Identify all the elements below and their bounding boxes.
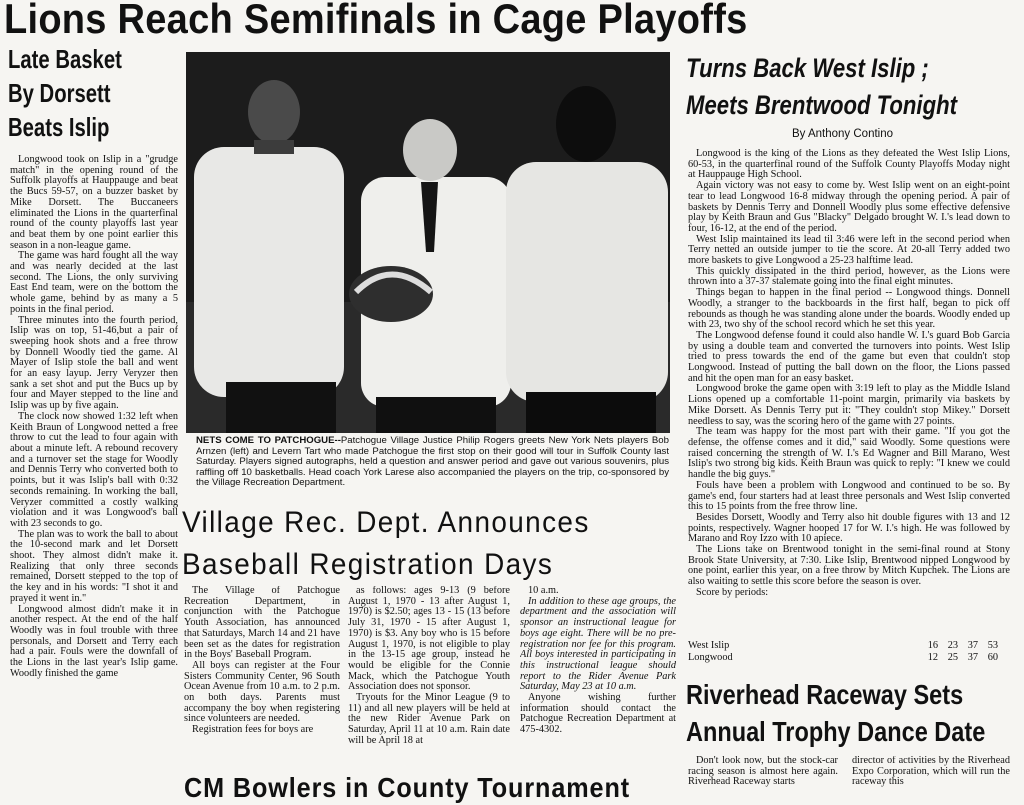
banner-headline: Lions Reach Semifinals in Cage Playoffs — [4, 0, 748, 42]
village-col-1 — [184, 586, 340, 786]
paragraph: Registration fees for boys are — [192, 724, 314, 736]
photo-caption — [196, 436, 669, 498]
paragraph: as follows: ages 9-13 (9 before August 1, 1970 - 13 after August 1, 1970) is $2.50; ages 13 - 15 (13 before July 31, 1970 - 15 after August 1, 1970) is $3. Any boy who is 15 before August 1, 1970, is not eligible to play in the 13-15 age group, instead he would be eligible for the Connie Mack, which the Patchogue Youth Association does not sponsor. — [348, 586, 510, 693]
paragraph: Three minutes into the fourth period, Islip was on top, 51-46,but a pair of sweeping hook shots and a free throw by Donnell Woodly tied the game. Al Mayer of Islip stole the ball and went for an easy layup. Jerry Veryzer then sank a set shot and put the Bucs up by four and Mayer stepped to the line and Islip was up by five again. — [10, 314, 178, 412]
headline-line: Late Basket — [8, 44, 122, 74]
headline-line: Riverhead Raceway Sets — [686, 679, 964, 710]
paragraph: Longwood broke the game open with 3:19 left to play as the Middle Island Lions opened up a comfortable 11-point margin, primarily via baskets by Mike Dorsett. As Dennis Terry put it: "They couldn't stop Mikey." Dorsett needless to say, was the scoring hero of the game with 27 points. — [688, 383, 1010, 427]
score-team: West Islip — [688, 640, 730, 651]
score-cell: 12 — [927, 651, 938, 663]
paragraph: This quickly dissipated in the third period, however, as the Lions were thrown into a 37-37 stalemate going into the final eight minutes. — [688, 265, 1010, 288]
paragraph: 10 a.m. — [528, 586, 559, 596]
paragraph: The game was hard fought all the way and was nearly decided at the last second. The Lions, the only surviving East End team, were on the bottom the whole game, behind by as many a 5 points in the final period. — [10, 250, 178, 315]
paragraph: The clock now showed 1:32 left when Keith Braun of Longwood netted a free throw to cut the lead to four again with about a minute left. A rebound recovery and a turnover set the stage for Woodly and Dennis Terry who converted both to points, but it was Islip's ball with 0:32 seconds remaining. In working the ball, Veryzer committed a costly walking violation and it was Longwood's ball with 23 seconds to go. — [10, 410, 178, 529]
score-cell: 25 — [947, 651, 958, 663]
village-col-2 — [348, 586, 510, 786]
paragraph: Anyone wishing further information should contact the Patchogue Recreation Department at 475-4302. — [520, 692, 676, 736]
paragraph: The team was happy for the most part with their game. "If you got the defense, the offense comes and it did," said Woodly. Some questions were raised concerning the strength of W. I.'s Ed Wagner and Bill Marano, West Islip's two strong big kids. Keith Braun was quick to reply: "I knew we could handle the big guys." — [688, 426, 1010, 481]
score-cell: 53 — [987, 640, 998, 651]
paragraph: West Islip maintained its lead til 3:46 were left in the second period when Terry netted an outside jumper to tie the score. At 20-all Terry added two more baskets to give Longwood a 25-23 halftime lead. — [688, 233, 1010, 267]
score-cell: 60 — [987, 651, 998, 663]
headline-line: Village Rec. Dept. Announces — [182, 506, 590, 539]
paragraph: director of activities by the Riverhead Expo Corporation, which will run the raceway this — [852, 756, 1010, 788]
raceway-story-headline — [686, 676, 985, 750]
bottom-headline: CM Bowlers in County Tournament — [184, 772, 631, 803]
raceway-col-1 — [688, 756, 838, 791]
headline-line: Beats Islip — [8, 112, 110, 142]
raceway-col-2 — [852, 756, 1010, 791]
headline-line: Turns Back West Islip ; — [686, 53, 929, 83]
score-row — [688, 652, 1010, 664]
score-cell: 37 — [967, 640, 978, 651]
right-story-body — [688, 149, 1010, 639]
score-cell: 37 — [967, 651, 978, 663]
left-story-body — [10, 155, 178, 791]
headline-line: Meets Brentwood Tonight — [686, 90, 957, 120]
score-cell: 16 — [927, 640, 938, 651]
paragraph: The Longwood defense found it could also handle W. I.'s guard Bob Garcia by using a double team and converted the turnovers into points. West Islip tried to press towards the end of the game but even that couldn't stop Longwood. Instead of putting the ball down on the floor, the Lions passed and hit the open man for an easy basket. — [688, 329, 1010, 384]
caption-text: Patchogue Village Justice Philip Rogers greets New York Nets players Bob Arnzen (left) and Levern Tart who made Patchogue the first stop on their good will tour in Suffolk County last Saturday. Players signed autographs, held a question and answer period and gave out various souvenirs, plus raffling off 10 basketballs. Head coach York Larese also accompanied the players on the trip, co-sponsored by the Village Recreation Department. — [196, 436, 669, 489]
paragraph: All boys can register at the Four Sisters Community Center, 96 South Ocean Avenue from 10 a.m. to 2 p.m. on both days. Parents must accompany the boy when registering since volunteers are needed. — [184, 659, 340, 725]
headline-line: Baseball Registration Days — [182, 548, 554, 581]
caption-lead: NETS COME TO PATCHOGUE-- — [196, 436, 341, 446]
village-col-3 — [520, 586, 676, 786]
score-cell: 23 — [947, 640, 958, 651]
headline-line: Annual Trophy Dance Date — [686, 716, 986, 747]
headline-line: By Dorsett — [8, 78, 111, 108]
paragraph: The plan was to work the ball to about the 10-second mark and let Dorsett shoot. They almost didn't make it. Realizing that only three seconds remained, Dorsett stepped to the top of the key and in his words: "I shot it and prayed it went in." — [10, 528, 178, 604]
score-row — [688, 640, 1010, 652]
paragraph: The Lions take on Brentwood tonight in the semi-final round at Stony Brook State University, at 7:30. Like Islip, Brentwood nipped Longwood by one point, earlier this year, on a free throw by Mitch Kupchek. The Lions are also waiting to settle this score before the season is over. — [688, 544, 1010, 588]
score-team: Longwood — [688, 651, 733, 663]
paragraph: Longwood almost didn't make it in another respect. At the end of the half Woodly was in foul trouble with three personals, and Dorsett and Terry each had a pair. Fouls were the downfall of the Lions in the last year's Islip game. Woodly finished the game — [10, 603, 178, 679]
paragraph: Tryouts for the Minor League (9 to 11) and all new players will be held at the new Rider Avenue Park on Saturday, April 11 at 10 a.m. Rain date will be April 18 at — [348, 692, 510, 746]
paragraph: Things began to happen in the final period -- Longwood things. Donnell Woodly, a stranger to the backboards in the first half, began to pick off rebounds as though he was standing alone under the boards. Woodly ended up with 23, two shy of the school record which he set this year. — [688, 287, 1010, 331]
paragraph: Again victory was not easy to come by. West Islip went on an eight-point tear to lead Longwood 16-8 midway through the opening period. A pair of baskets by Dennis Terry and Donnell Woodly plus some effective defensive play by Keith Braun and Gus "Blacky" Delgado brought W. I.'s lead down to four, 16-12, at the end of the period. — [688, 180, 1010, 234]
paragraph: In addition to these age groups, the department and the association will sponsor an instructional league for boys age eight. There will be no pre-registration nor fee for this program. All boys interested in participating in this instructional league should report to the Rider Avenue Park Saturday, May 23 at 10 a.m. — [520, 595, 676, 693]
paragraph: Fouls have been a problem with Longwood and continued to be so. By game's end, four starters had at least three personals and West Islip converted this to 15 points from the free throw line. — [688, 479, 1010, 513]
right-story-headline — [686, 50, 957, 124]
paragraph: The Village of Patchogue Recreation Department, in conjunction with the Patchogue Youth Association, has announced that Saturdays, March 14 and 21 have been set as the dates for registration in the Boys' Baseball Program. — [184, 586, 340, 661]
news-photo — [186, 52, 670, 433]
photo-illustration — [186, 52, 670, 433]
paragraph: Longwood is the king of the Lions as they defeated the West Islip Lions, 60-53, in the quarterfinal round of the Suffolk County Playoffs Moday night at Hauppauge High School. — [688, 149, 1010, 181]
village-story-headline — [182, 502, 590, 586]
score-table — [688, 640, 1010, 663]
byline: By Anthony Contino — [792, 128, 894, 140]
paragraph: Don't look now, but the stock-car racing season is almost here again. Riverhead Raceway starts — [688, 756, 838, 788]
paragraph: Longwood took on Islip in a "grudge match" in the opening round of the Suffolk playoffs at Hauppauge and beat the Bucs 59-57, on a buzzer basket by Mike Dorsett. The Buccaneers eliminated the Lions in the quarterfinal round of the county playoffs last year and beat them by one point earlier this season in a non-league game. — [10, 155, 178, 251]
paragraph: Score by periods: — [696, 586, 769, 598]
left-story-headline — [8, 42, 122, 144]
paragraph: Besides Dorsett, Woodly and Terry also hit double figures with 13 and 12 points, respectively. Wagner hooped 17 for W. I.'s high. He was followed by Marano and Roy Izzo with 10 apiece. — [688, 511, 1010, 545]
